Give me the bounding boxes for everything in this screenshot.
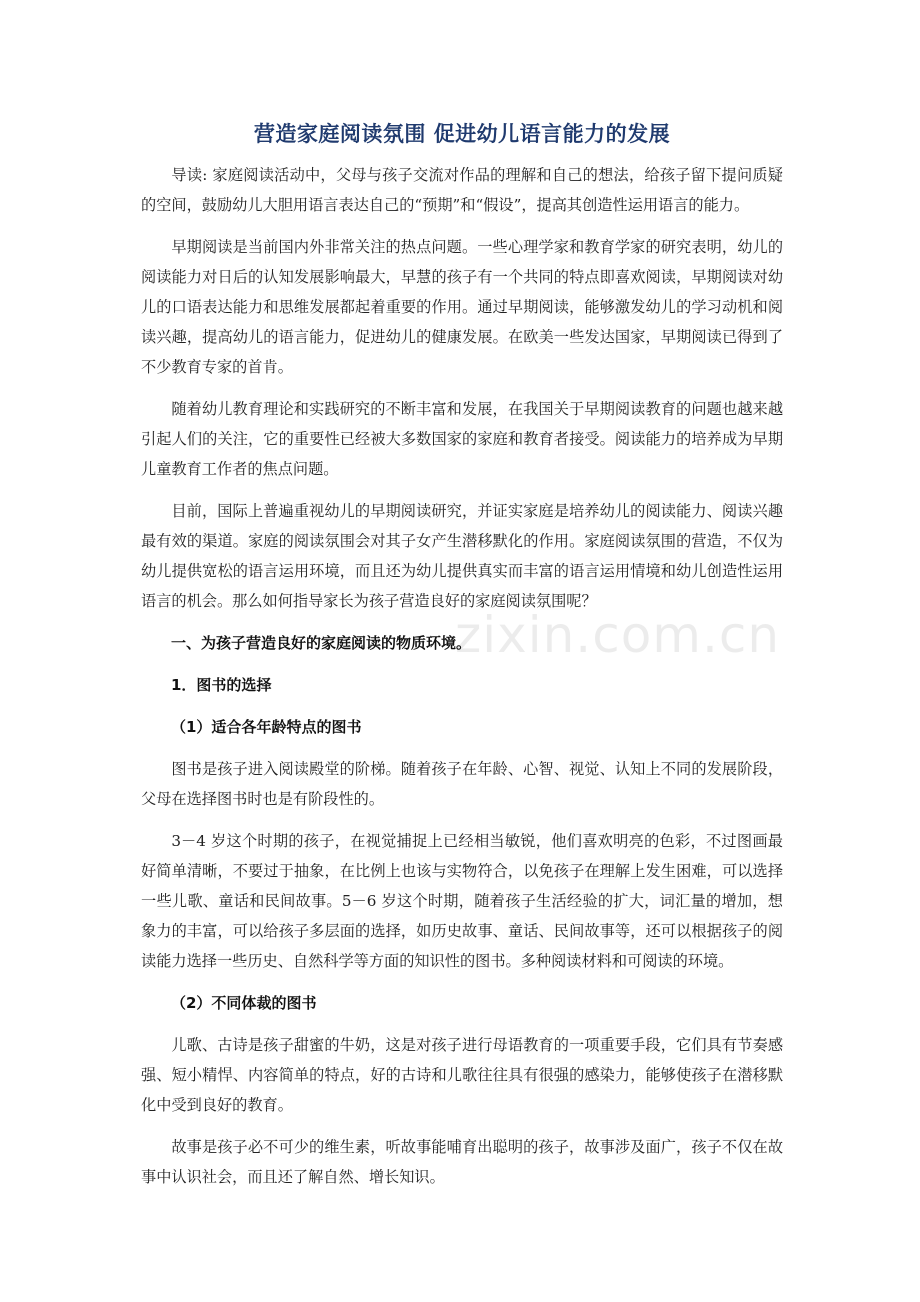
body-paragraph: 儿歌、古诗是孩子甜蜜的牛奶，这是对孩子进行母语教育的一项重要手段，它们具有节奏感强、短小精悍、内容简单的特点，好的古诗和儿歌往往具有很强的感染力，能够使孩子在潜移默化中受到良好的教育。 [141,1036,783,1114]
subsection-heading: 1．图书的选择 [171,676,272,694]
subsubsection-heading: （1）适合各年龄特点的图书 [171,718,362,736]
document-page [141,118,783,1204]
body-paragraph: 故事是孩子必不可少的维生素，听故事能哺育出聪明的孩子，故事涉及面广，孩子不仅在故事中认识社会，而且还了解自然、增长知识。 [141,1138,783,1186]
document-title: 营造家庭阅读氛围 促进幼儿语言能力的发展 [253,121,671,146]
section-heading: 一、为孩子营造良好的家庭阅读的物质环境。 [171,634,472,652]
body-paragraph: 目前，国际上普遍重视幼儿的早期阅读研究，并证实家庭是培养幼儿的阅读能力、阅读兴趣最有效的渠道。家庭的阅读氛围会对其子女产生潜移默化的作用。家庭阅读氛围的营造，不仅为幼儿提供宽松的语言运用环境，而且还为幼儿提供真实而丰富的语言运用情境和幼儿创造性运用语言的机会。那么如何指导家长为孩子营造良好的家庭阅读氛围呢？ [141,502,783,610]
body-paragraph: 早期阅读是当前国内外非常关注的热点问题。一些心理学家和教育学家的研究表明，幼儿的阅读能力对日后的认知发展影响最大，早慧的孩子有一个共同的特点即喜欢阅读，早期阅读对幼儿的口语表达能力和思维发展都起着重要的作用。通过早期阅读，能够激发幼儿的学习动机和阅读兴趣，提高幼儿的语言能力，促进幼儿的健康发展。在欧美一些发达国家，早期阅读已得到了不少教育专家的首肯。 [141,238,783,376]
watermark: zixin.com.cn [455,606,781,664]
body-paragraph: 3－4 岁这个时期的孩子，在视觉捕捉上已经相当敏锐，他们喜欢明亮的色彩，不过图画最好简单清晰，不要过于抽象，在比例上也该与实物符合，以免孩子在理解上发生困难，可以选择一些儿歌、童话和民间故事。5－6 岁这个时期，随着孩子生活经验的扩大，词汇量的增加，想象力的丰富，可以给孩子多层面的选择，如历史故事、童话、民间故事等，还可以根据孩子的阅读能力选择一些历史、自然科学等方面的知识性的图书。多种阅读材料和可阅读的环境。 [141,832,783,970]
body-paragraph: 随着幼儿教育理论和实践研究的不断丰富和发展，在我国关于早期阅读教育的问题也越来越引起人们的关注，它的重要性已经被大多数国家的家庭和教育者接受。阅读能力的培养成为早期儿童教育工作者的焦点问题。 [141,400,783,478]
subsubsection-heading: （2）不同体裁的图书 [171,994,317,1012]
intro-paragraph: 导读: 家庭阅读活动中，父母与孩子交流对作品的理解和自己的想法，给孩子留下提问质疑的空间，鼓励幼儿大胆用语言表达自己的“预期”和“假设”，提高其创造性运用语言的能力。 [141,166,783,214]
body-paragraph: 图书是孩子进入阅读殿堂的阶梯。随着孩子在年龄、心智、视觉、认知上不同的发展阶段，父母在选择图书时也是有阶段性的。 [141,760,783,808]
